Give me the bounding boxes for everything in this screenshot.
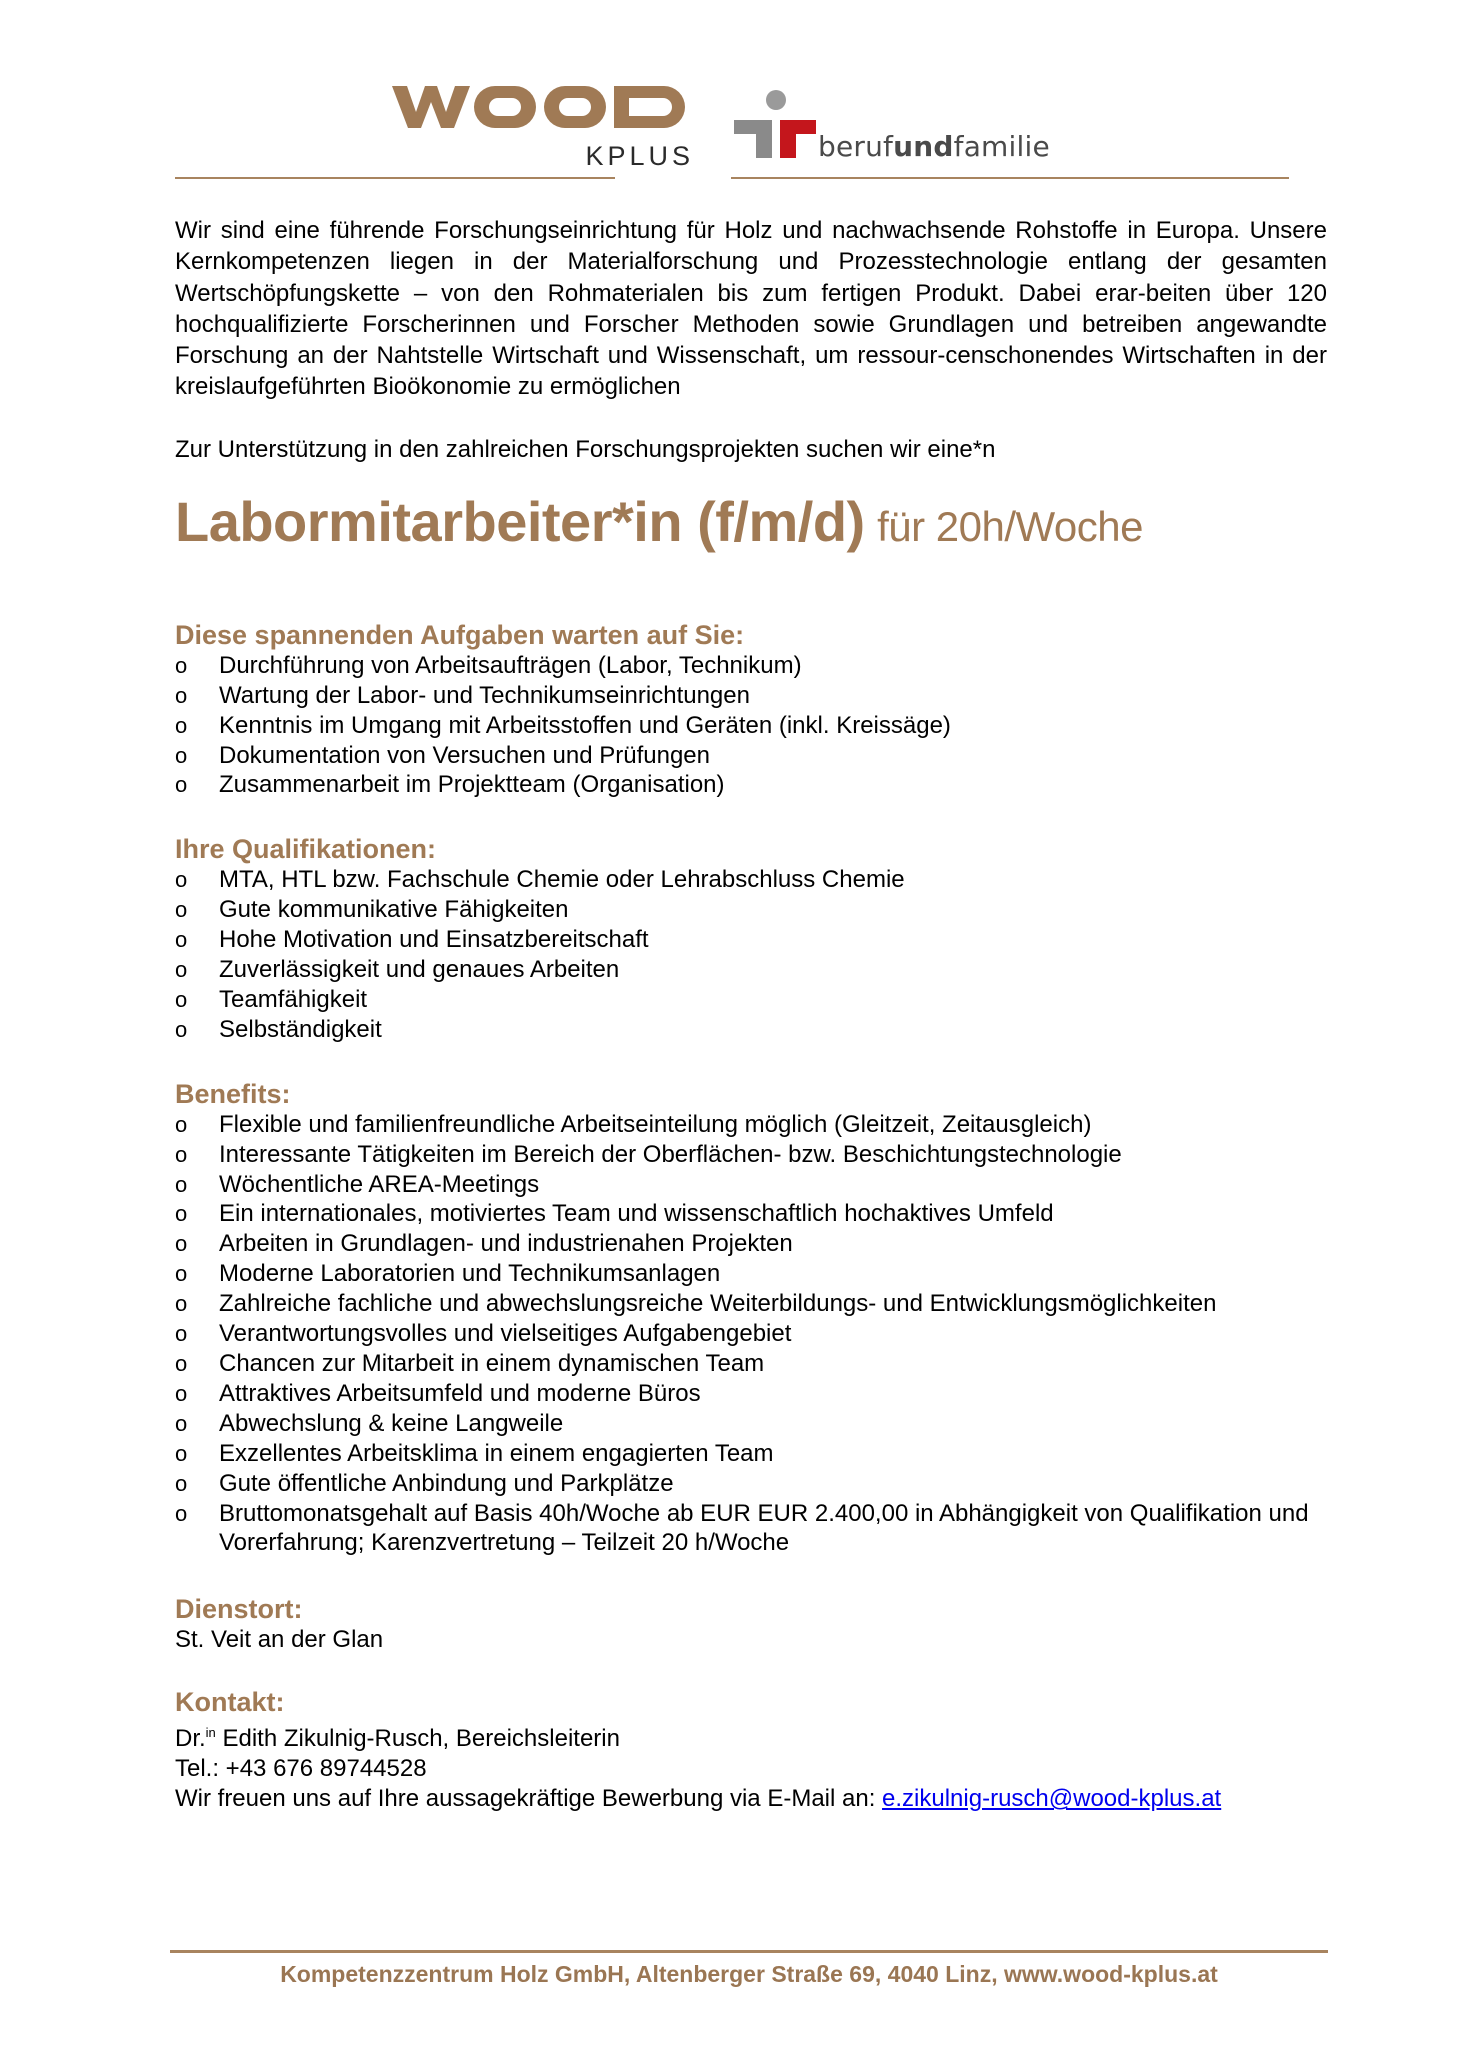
tasks-item — [175, 741, 1327, 771]
benefits-heading: Benefits: — [175, 1078, 291, 1109]
bullet-marker: o — [175, 986, 188, 1012]
benefits-item — [175, 1110, 1327, 1140]
tasks-item-text: Dokumentation von Versuchen und Prüfungen — [219, 741, 711, 769]
wood-kplus-logo-sub: KPLUS — [585, 141, 694, 171]
qualifications-heading: Ihre Qualifikationen: — [175, 834, 437, 865]
footer-rule — [170, 1950, 1328, 1953]
bullet-marker: o — [175, 1351, 188, 1376]
benefits-item-text: Moderne Laboratorien und Technikumsanlagen — [219, 1260, 721, 1288]
bullet-marker: o — [175, 682, 188, 708]
benefits-item — [175, 1289, 1327, 1319]
contact-phone: Tel.: +43 676 89744528 — [175, 1755, 427, 1783]
bullet-marker: o — [175, 712, 188, 738]
benefits-list — [175, 1110, 1327, 1559]
main-content — [175, 215, 1327, 1814]
bullet-marker: o — [175, 1410, 188, 1436]
bullet-marker: o — [175, 742, 188, 768]
bullet-marker: o — [175, 867, 188, 893]
benefits-item-text: Abwechslung & keine Langweile — [219, 1409, 564, 1437]
bullet-marker: o — [175, 957, 188, 983]
bullet-marker: o — [175, 1321, 188, 1347]
benefits-item-text: Interessante Tätigkeiten im Bereich der Oberflächen- bzw. Beschichtungstechnologie — [219, 1140, 1122, 1168]
benefits-item-text: Exzellentes Arbeitsklima in einem engagierten Team — [219, 1439, 774, 1467]
wood-kplus-logo — [390, 84, 700, 174]
contact-apply-text: Wir freuen uns auf Ihre aussagekräftige Bewerbung via E-Mail an: — [175, 1785, 883, 1813]
header-rule-left — [175, 177, 615, 179]
contact-apply — [175, 1784, 1327, 1814]
bullet-marker: o — [175, 1171, 188, 1197]
qualifications-item — [175, 865, 1327, 895]
berufundfamilie-logo-text: berufundfamilie — [818, 130, 1050, 163]
qualifications-item-text: Zuverlässigkeit und genaues Arbeiten — [219, 956, 620, 984]
bullet-marker: o — [175, 1291, 188, 1317]
bullet-marker: o — [175, 897, 188, 923]
location-heading: Dienstort: — [175, 1594, 303, 1625]
bullet-marker: o — [175, 1201, 188, 1227]
intro-paragraph: Wir sind eine führende Forschungseinrichtung für Holz und nachwachsende Rohstoffe in Europa. Unsere Kernkompetenzen liegen in der Materialforschung und Prozesstechnologie entlang der gesamten Wertschöpfungskette – von den Rohmaterialen bis zum fertigen Produkt. Dabei erar-beiten über 120 hochqualifizierte Forscherinnen und Forscher Methoden sowie Grundlagen und betreiben angewandte Forschung an der Nahtstelle Wirtschaft und Wissenschaft, um ressour-censchonendes Wirtschaften in der kreislaufgeführten Bioökonomie zu ermöglichen — [175, 217, 1327, 401]
lead-sentence: Zur Unterstützung in den zahlreichen Forschungsprojekten suchen wir eine*n — [175, 435, 996, 463]
qualifications-item-text: MTA, HTL bzw. Fachschule Chemie oder Lehrabschluss Chemie — [219, 866, 905, 894]
qualifications-list — [175, 865, 1327, 1044]
benefits-item — [175, 1319, 1327, 1349]
tasks-item-text: Wartung der Labor- und Technikumseinrichtungen — [219, 681, 750, 709]
contact-name: Dr.$^{in}$ Edith Zikulnig-Rusch, Bereichsleiterin — [175, 1725, 620, 1753]
qualifications-item — [175, 925, 1327, 955]
tasks-item — [175, 770, 1327, 800]
qualifications-item — [175, 955, 1327, 985]
benefits-item — [175, 1379, 1327, 1409]
benefits-item — [175, 1349, 1327, 1379]
tasks-item — [175, 681, 1327, 711]
benefits-item-text: Wöchentliche AREA-Meetings — [219, 1170, 540, 1198]
bullet-marker: o — [175, 1111, 188, 1137]
bullet-marker: o — [175, 1141, 188, 1167]
benefits-item — [175, 1140, 1327, 1170]
benefits-item-text: Flexible und familienfreundliche Arbeitseinteilung möglich (Gleitzeit, Zeitausgleich) — [219, 1110, 1092, 1138]
qualifications-item-text: Hohe Motivation und Einsatzbereitschaft — [219, 926, 649, 954]
benefits-item — [175, 1469, 1327, 1499]
bullet-marker: o — [175, 1470, 188, 1496]
benefits-item-text: Arbeiten in Grundlagen- und industrienahen Projekten — [219, 1230, 793, 1258]
qualifications-item — [175, 1015, 1327, 1045]
bullet-marker: o — [175, 1500, 188, 1526]
qualifications-item-text: Gute kommunikative Fähigkeiten — [219, 896, 569, 924]
benefits-item — [175, 1259, 1327, 1289]
contact-heading: Kontakt: — [175, 1687, 285, 1718]
bullet-marker: o — [175, 1380, 188, 1406]
qualifications-item — [175, 985, 1327, 1015]
benefits-item — [175, 1499, 1327, 1559]
tasks-item-text: Zusammenarbeit im Projektteam (Organisation) — [219, 771, 725, 799]
bullet-marker: o — [175, 772, 188, 798]
bullet-marker: o — [175, 1261, 188, 1287]
qualifications-item-text: Teamfähigkeit — [219, 985, 368, 1013]
job-title — [175, 489, 1327, 559]
tasks-item-text: Kenntnis im Umgang mit Arbeitsstoffen und Geräten (inkl. Kreissäge) — [219, 711, 951, 739]
bullet-marker: o — [175, 1231, 188, 1257]
bullet-marker: o — [175, 927, 188, 953]
benefits-item-text: Bruttomonatsgehalt auf Basis 40h/Woche ab EUR EUR 2.400,00 in Abhängigkeit von Qualifikation und Vorerfahrung; Karenzvertretung – Teilzeit 20 h/Woche — [219, 1499, 1309, 1557]
qualifications-item — [175, 895, 1327, 925]
benefits-item — [175, 1229, 1327, 1259]
tasks-heading: Diese spannenden Aufgaben warten auf Sie: — [175, 619, 745, 650]
tasks-list — [175, 651, 1327, 801]
benefits-item — [175, 1439, 1327, 1469]
benefits-item-text: Gute öffentliche Anbindung und Parkplätze — [219, 1469, 674, 1497]
benefits-item — [175, 1199, 1327, 1229]
tasks-item — [175, 651, 1327, 681]
job-title-hours: für 20h/Woche — [877, 502, 1144, 550]
bullet-marker: o — [175, 652, 188, 678]
benefits-item-text: Attraktives Arbeitsumfeld und moderne Büros — [219, 1379, 701, 1407]
bullet-marker: o — [175, 1440, 188, 1466]
benefits-item-text: Zahlreiche fachliche und abwechslungsreiche Weiterbildungs- und Entwicklungsmöglichkeiten — [219, 1290, 1217, 1318]
benefits-item-text: Verantwortungsvolles und vielseitiges Aufgabengebiet — [219, 1320, 792, 1348]
location-value: St. Veit an der Glan — [175, 1626, 384, 1654]
job-title-main: Labormitarbeiter*in (f/m/d) — [175, 489, 865, 553]
header-rule-right — [731, 177, 1289, 179]
contact-email-link[interactable]: e.zikulnig-rusch@wood-kplus.at — [882, 1785, 1222, 1813]
benefits-item-text: Ein internationales, motiviertes Team und wissenschaftlich hochaktives Umfeld — [219, 1200, 1054, 1228]
footer-address: Kompetenzzentrum Holz GmbH, Altenberger Straße 69, 4040 Linz, www.wood-kplus.at — [280, 1961, 1218, 1987]
bullet-marker: o — [175, 1016, 188, 1042]
tasks-item-text: Durchführung von Arbeitsaufträgen (Labor, Technikum) — [219, 651, 802, 679]
benefits-item — [175, 1409, 1327, 1439]
benefits-item — [175, 1170, 1327, 1200]
benefits-item-text: Chancen zur Mitarbeit in einem dynamischen Team — [219, 1350, 765, 1377]
qualifications-item-text: Selbständigkeit — [219, 1015, 382, 1043]
tasks-item — [175, 711, 1327, 741]
